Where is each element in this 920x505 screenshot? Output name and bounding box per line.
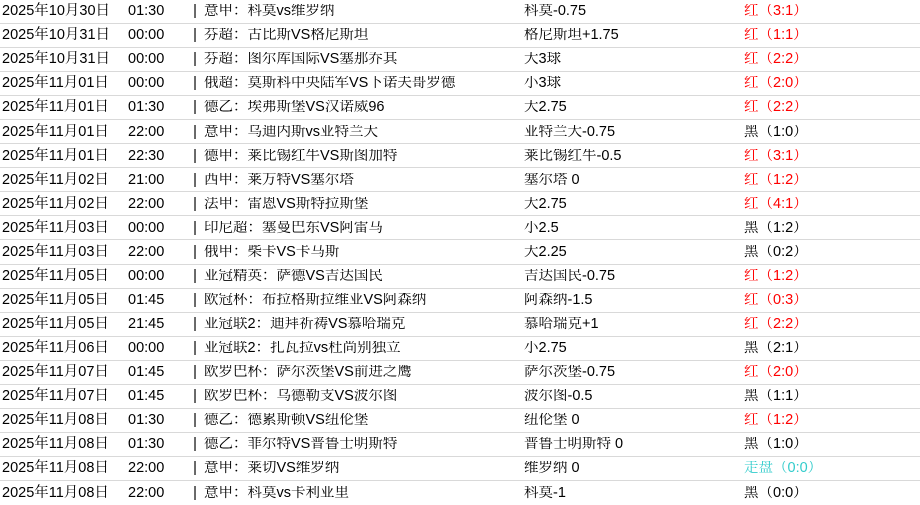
cell-date: 2025年11月05日 — [2, 291, 109, 308]
cell-separator: | — [193, 484, 197, 501]
table-row — [0, 457, 920, 481]
table-row — [0, 337, 920, 361]
table-row — [0, 265, 920, 289]
cell-pick: 大2.25 — [524, 244, 567, 260]
table-row — [0, 120, 920, 144]
cell-date: 2025年11月05日 — [2, 315, 109, 332]
cell-time: 00:00 — [128, 339, 165, 356]
cell-result: 红（1:1） — [744, 28, 808, 43]
cell-date: 2025年11月01日 — [2, 147, 109, 164]
cell-result: 红（1:2） — [744, 172, 808, 188]
cell-time: 22:00 — [128, 123, 165, 140]
cell-match: 德乙：菲尔特VS普鲁士明斯特 — [204, 437, 398, 452]
cell-date: 2025年11月01日 — [2, 75, 109, 92]
cell-date: 2025年11月05日 — [2, 267, 109, 284]
cell-separator: | — [193, 267, 197, 284]
cell-match: 欧罗巴杯：乌德勒支VS波尔图 — [204, 389, 398, 404]
cell-result: 红（2:2） — [744, 100, 808, 115]
cell-time: 01:45 — [128, 363, 165, 380]
cell-result: 黑（1:0） — [744, 124, 808, 139]
cell-time: 22:00 — [128, 195, 165, 212]
cell-pick: 小2.75 — [524, 340, 567, 356]
cell-date: 2025年11月07日 — [2, 363, 109, 380]
cell-time: 21:45 — [128, 315, 165, 332]
cell-time: 22:00 — [128, 460, 165, 477]
table-row — [0, 168, 920, 192]
table-row — [0, 48, 920, 72]
cell-match: 欧冠杯：布拉格斯拉维亚VS阿森纳 — [204, 292, 427, 308]
table-row — [0, 313, 920, 337]
table-row — [0, 192, 920, 216]
table-row — [0, 481, 920, 505]
cell-time: 22:30 — [128, 147, 165, 164]
cell-date: 2025年10月31日 — [2, 51, 111, 68]
table-row — [0, 24, 920, 48]
cell-separator: | — [193, 291, 197, 308]
cell-separator: | — [193, 339, 197, 356]
cell-result: 黑（1:1） — [744, 389, 808, 404]
cell-result: 红（2:0） — [744, 76, 808, 91]
cell-match: 意甲：莱切VS维罗纳 — [204, 461, 340, 476]
cell-result: 红（4:1） — [744, 196, 808, 212]
cell-match: 俄超：莫斯科中央陆军VS下诺夫哥罗德 — [204, 76, 456, 91]
cell-separator: | — [193, 315, 197, 332]
cell-time: 01:30 — [128, 412, 165, 429]
cell-date: 2025年10月30日 — [2, 3, 111, 20]
cell-separator: | — [193, 195, 197, 212]
cell-separator: | — [193, 219, 197, 236]
cell-result: 红（1:2） — [744, 413, 808, 428]
cell-match: 亚冠联2：迪拜祈祷VS慕哈瑞克 — [204, 316, 406, 332]
cell-result: 红（2:2） — [744, 52, 808, 67]
cell-separator: | — [193, 436, 197, 453]
cell-date: 2025年11月08日 — [2, 484, 109, 501]
cell-pick: 维罗纳 0 — [524, 461, 580, 476]
cell-time: 01:30 — [128, 3, 165, 20]
cell-separator: | — [193, 99, 197, 116]
cell-match: 印尼超：塞曼巴东VS阿雷马 — [204, 220, 383, 236]
table-row — [0, 385, 920, 409]
cell-result: 红（2:0） — [744, 364, 808, 380]
cell-separator: | — [193, 123, 197, 140]
cell-separator: | — [193, 51, 197, 68]
table-row — [0, 0, 920, 24]
cell-time: 22:00 — [128, 243, 165, 260]
cell-pick: 小2.5 — [524, 220, 559, 236]
cell-pick: 大2.75 — [524, 100, 567, 115]
table-row — [0, 289, 920, 313]
table-row — [0, 409, 920, 433]
table-row — [0, 96, 920, 120]
cell-pick: 阿森纳-1.5 — [524, 292, 593, 308]
cell-time: 01:30 — [128, 436, 165, 453]
cell-match: 法甲：雷恩VS斯特拉斯堡 — [204, 196, 369, 212]
cell-date: 2025年11月03日 — [2, 219, 109, 236]
table-row — [0, 216, 920, 240]
cell-date: 2025年11月08日 — [2, 436, 109, 453]
cell-result: 红（3:1） — [744, 148, 808, 164]
cell-separator: | — [193, 243, 197, 260]
cell-pick: 塞尔塔 0 — [524, 172, 580, 188]
cell-separator: | — [193, 171, 197, 188]
cell-separator: | — [193, 363, 197, 380]
cell-pick: 格尼斯坦+1.75 — [524, 28, 619, 43]
cell-match: 俄甲：柴卡VS卡马斯 — [204, 244, 340, 260]
cell-separator: | — [193, 27, 197, 44]
cell-result: 黑（2:1） — [744, 340, 808, 356]
cell-date: 2025年11月02日 — [2, 171, 109, 188]
cell-time: 21:00 — [128, 171, 165, 188]
cell-match: 亚冠联2：扎瓦拉vs杜尚别独立 — [204, 340, 401, 356]
cell-date: 2025年11月08日 — [2, 460, 109, 477]
cell-pick: 普鲁士明斯特 0 — [524, 437, 624, 452]
cell-separator: | — [193, 147, 197, 164]
cell-date: 2025年11月02日 — [2, 195, 109, 212]
cell-separator: | — [193, 460, 197, 477]
cell-time: 01:45 — [128, 388, 165, 405]
cell-match: 欧罗巴杯：萨尔茨堡VS前进之鹰 — [204, 364, 412, 380]
cell-time: 01:30 — [128, 99, 165, 116]
table-row — [0, 240, 920, 264]
table-row — [0, 144, 920, 168]
cell-pick: 大3球 — [524, 52, 562, 67]
cell-time: 00:00 — [128, 51, 165, 68]
cell-result: 红（2:2） — [744, 316, 808, 332]
cell-pick: 波尔图-0.5 — [524, 389, 593, 404]
cell-date: 2025年11月06日 — [2, 339, 109, 356]
cell-time: 00:00 — [128, 75, 165, 92]
cell-pick: 亚特兰大-0.75 — [524, 124, 616, 139]
cell-date: 2025年11月07日 — [2, 388, 109, 405]
cell-pick: 小3球 — [524, 76, 562, 91]
cell-pick: 纽伦堡 0 — [524, 413, 580, 428]
cell-date: 2025年10月31日 — [2, 27, 111, 44]
cell-separator: | — [193, 412, 197, 429]
cell-match: 亚冠精英：萨德VS吉达国民 — [204, 268, 383, 284]
cell-date: 2025年11月03日 — [2, 243, 109, 260]
cell-match: 德乙：德累斯顿VS纽伦堡 — [204, 413, 369, 428]
cell-date: 2025年11月01日 — [2, 123, 109, 140]
cell-match: 意甲：科莫vs卡利亚里 — [204, 485, 349, 501]
cell-time: 00:00 — [128, 219, 165, 236]
cell-pick: 科莫-0.75 — [524, 4, 587, 19]
cell-match: 芬超：图尔库国际VS塞那乔其 — [204, 52, 398, 67]
cell-result: 走盘（0:0） — [744, 461, 823, 476]
cell-match: 意甲：科莫vs维罗纳 — [204, 4, 335, 19]
cell-separator: | — [193, 388, 197, 405]
cell-result: 红（1:2） — [744, 268, 808, 284]
cell-match: 芬超：古比斯VS格尼斯坦 — [204, 28, 369, 43]
table-row — [0, 361, 920, 385]
cell-separator: | — [193, 3, 197, 20]
cell-result: 红（3:1） — [744, 4, 808, 19]
cell-time: 22:00 — [128, 484, 165, 501]
cell-pick: 萨尔茨堡-0.75 — [524, 364, 616, 380]
table-row — [0, 433, 920, 457]
cell-date: 2025年11月01日 — [2, 99, 109, 116]
cell-pick: 莱比锡红牛-0.5 — [524, 148, 622, 164]
cell-date: 2025年11月08日 — [2, 412, 109, 429]
cell-time: 00:00 — [128, 267, 165, 284]
cell-match: 意甲：乌迪内斯vs亚特兰大 — [204, 124, 378, 139]
cell-pick: 慕哈瑞克+1 — [524, 316, 599, 332]
cell-pick: 科莫-1 — [524, 485, 566, 501]
cell-match: 西甲：莱万特VS塞尔塔 — [204, 172, 354, 188]
cell-pick: 大2.75 — [524, 196, 567, 212]
cell-result: 黑（1:0） — [744, 437, 808, 452]
cell-separator: | — [193, 75, 197, 92]
cell-match: 德甲：莱比锡红牛VS斯图加特 — [204, 148, 398, 164]
cell-time: 00:00 — [128, 27, 165, 44]
cell-result: 黑（0:2） — [744, 244, 808, 260]
cell-result: 红（0:3） — [744, 292, 808, 308]
cell-result: 黑（1:2） — [744, 220, 808, 236]
cell-time: 01:45 — [128, 291, 165, 308]
cell-result: 黑（0:0） — [744, 485, 808, 501]
cell-match: 德乙：埃弗斯堡VS汉诺威96 — [204, 100, 385, 115]
cell-pick: 吉达国民-0.75 — [524, 268, 616, 284]
table-row — [0, 72, 920, 96]
